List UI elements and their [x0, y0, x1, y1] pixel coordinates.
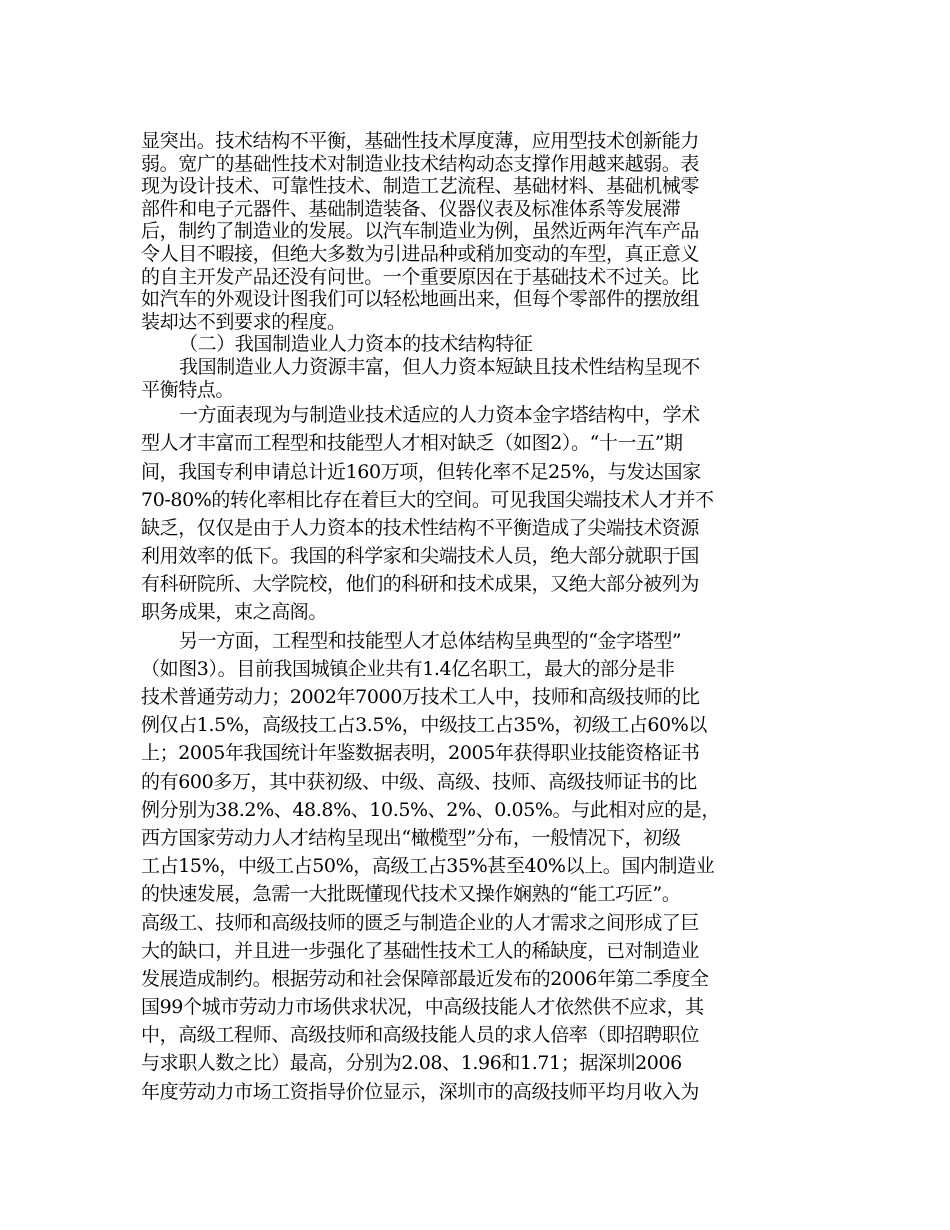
text-line: 现为设计技术、可靠性技术、制造工艺流程、基础材料、基础机械零 [141, 175, 700, 198]
section-heading-text: （二）我国制造业人力资本的技术结构特征 [179, 333, 533, 356]
text-line: 有科研院所、大学院校，他们的科研和技术成果，又绝大部分被列为 [141, 573, 700, 596]
text-line: 我国制造业人力资源丰富，但人力资本短缺且技术性结构呈现不 [179, 355, 700, 378]
text-line: 的有600多万，其中获初级、中级、高级、技师、高级技师证书的比 [141, 770, 697, 793]
paragraph-technology-structure [141, 130, 813, 333]
text-line: 后，制约了制造业的发展。以汽车制造业为例，虽然近两年汽车产品 [141, 220, 700, 243]
text-line: 令人目不暇接，但绝大多数为引进品种或稍加变动的车型，真正意义 [141, 242, 700, 265]
text-line: 中，高级工程师、高级技师和高级技能人员的求人倍率（即招聘职位 [141, 1024, 700, 1047]
text-line: 型人才丰富而工程型和技能型人才相对缺乏（如图2）。“十一五”期 [141, 432, 683, 455]
text-line: 例分别为38.2%、48.8%、10.5%、2%、0.05%。与此相对应的是， [141, 798, 720, 821]
text-line: 利用效率的低下。我国的科学家和尖端技术人员，绝大部分就职于国 [141, 545, 700, 568]
text-line: 缺乏，仅仅是由于人力资本的技术性结构不平衡造成了尖端技术资源 [141, 516, 700, 539]
text-line: 另一方面，工程型和技能型人才总体结构呈典型的“金字塔型” [179, 629, 682, 652]
text-line: 装却达不到要求的程度。 [141, 310, 346, 333]
paragraph-academic-talent [141, 401, 813, 627]
text-line: 平衡特点。 [141, 378, 235, 401]
text-line: 高级工、技师和高级技师的匮乏与制造企业的人才需求之间形成了巨 [141, 911, 700, 934]
text-line: 显突出。技术结构不平衡，基础性技术厚度薄，应用型技术创新能力 [141, 130, 700, 152]
text-line: 技术普通劳动力；2002年7000万技术工人中，技师和高级技师的比 [141, 686, 700, 708]
text-line: 一方面表现为与制造业技术适应的人力资本金字塔结构中，学术 [179, 404, 700, 427]
text-line: 例仅占1.5%，高级技工占3.5%，中级技工占35%，初级工占60%以 [141, 714, 708, 737]
text-line: 年度劳动力市场工资指导价位显示，深圳市的高级技师平均月收入为 [141, 1080, 700, 1103]
text-line: 部件和电子元器件、基础制造装备、仪器仪表及标准体系等发展滞 [141, 197, 681, 220]
text-line: 西方国家劳动力人才结构呈现出“橄榄型”分布，一般情况下，初级 [141, 826, 681, 849]
text-line: 的快速发展，急需一大批既懂现代技术又操作娴熟的“能工巧匠”。 [141, 883, 681, 906]
text-line: 工占15%，中级工占50%，高级工占35%甚至40%以上。国内制造业 [141, 855, 715, 878]
text-line: 上；2005年我国统计年鉴数据表明，2005年获得职业技能资格证书 [141, 742, 700, 765]
text-line: 如汽车的外观设计图我们可以轻松地画出来，但每个零部件的摆放组 [141, 288, 700, 311]
document-page [141, 130, 813, 1106]
text-line: 大的缺口，并且进一步强化了基础性技术工人的稀缺度，已对制造业 [141, 939, 700, 962]
text-line: （如图3）。目前我国城镇企业共有1.4亿名职工，最大的部分是非 [141, 657, 675, 680]
text-line: 70-80%的转化率相比存在着巨大的空间。可见我国尖端技术人才并不 [141, 488, 714, 511]
text-line: 的自主开发产品还没有问世。一个重要原因在于基础技术不过关。比 [141, 265, 700, 288]
text-line: 弱。宽广的基础性技术对制造业技术结构动态支撑作用越来越弱。表 [141, 152, 700, 175]
text-line: 国99个城市劳动力市场供求状况，中高级技能人才依然供不应求，其 [141, 996, 704, 1019]
paragraph-pyramid-structure [141, 627, 813, 1106]
text-line: 与求职人数之比）最高，分别为2.08、1.96和1.71；据深圳2006 [141, 1052, 682, 1075]
text-line: 间，我国专利申请总计近160万项，但转化率不足25%，与发达国家 [141, 460, 701, 483]
section-heading [141, 333, 813, 356]
paragraph-human-resources [141, 356, 813, 401]
text-line: 职务成果，束之高阁。 [141, 601, 328, 624]
text-line: 发展造成制约。根据劳动和社会保障部最近发布的2006年第二季度全 [141, 967, 709, 990]
